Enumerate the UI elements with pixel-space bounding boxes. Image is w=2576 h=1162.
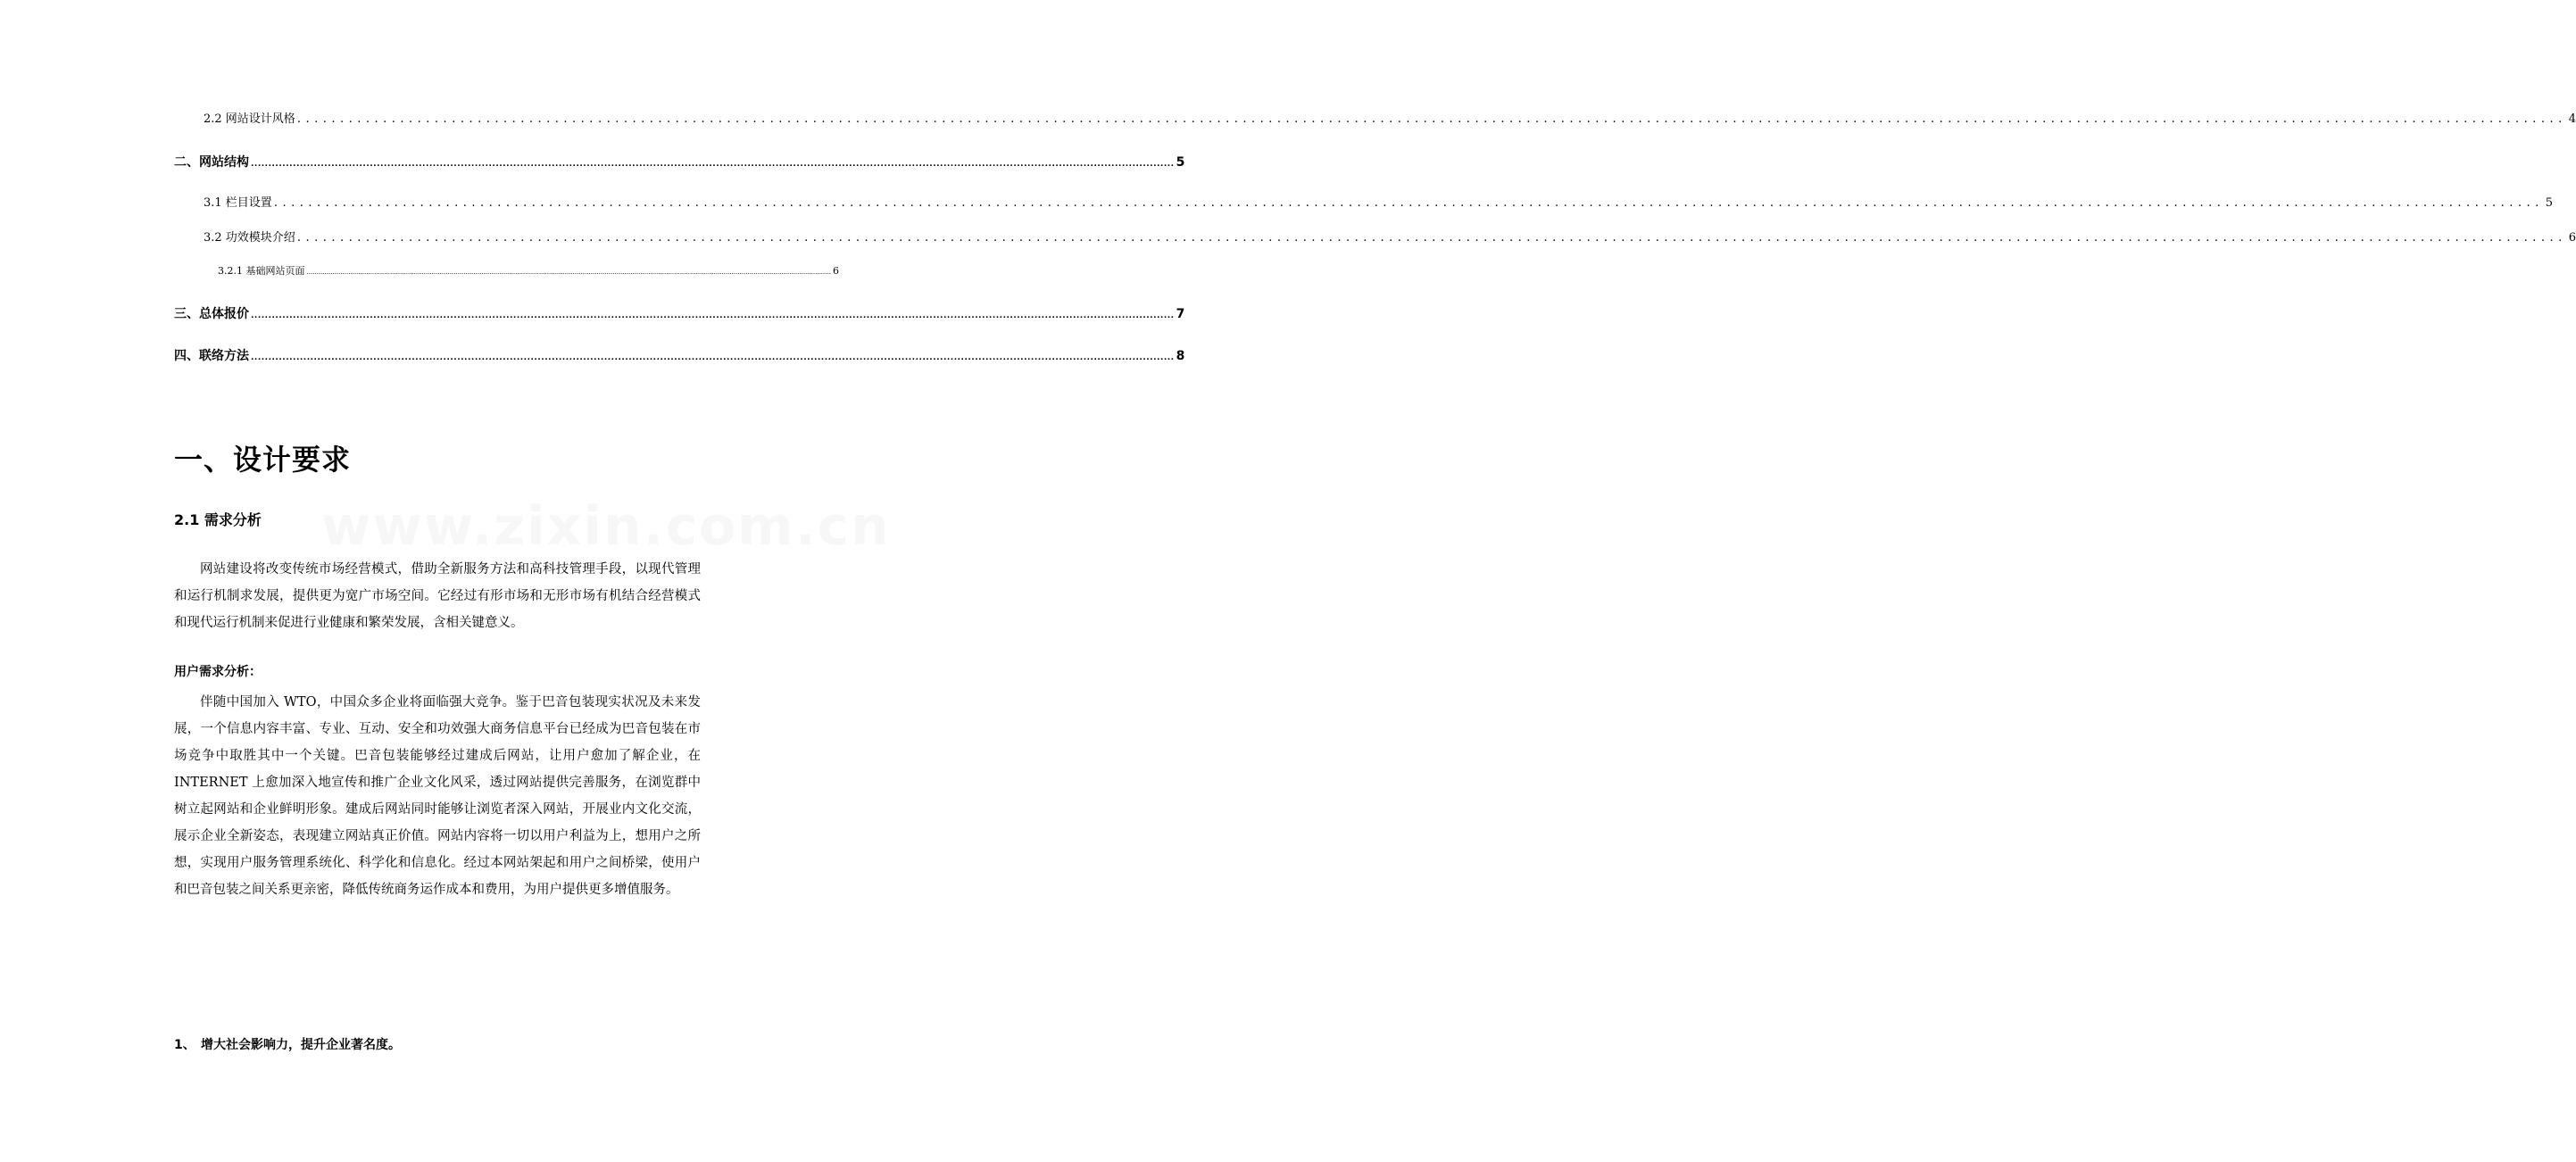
toc-label: 三、总体报价 [174,307,249,321]
toc-entry-3-2[interactable] [204,228,2576,245]
toc-entry-chapter-4[interactable] [174,346,1185,364]
toc-leader [251,307,1175,321]
toc-page-number: 8 [1176,349,1185,363]
watermark: www.zixin.com.cn [321,495,891,558]
paragraph-intro: 网站建设将改变传统市场经营模式，借助全新服务方法和高科技管理手段，以现代管理和运行机制求发展，提供更为宽广市场空间。它经过有形市场和无形市场有机结合经营模式和现代运行机制来促进行业健康和繁荣发展，含相关键意义。 [174,562,701,630]
toc-entry-3-1[interactable] [204,193,2554,210]
toc-entry-chapter-2[interactable] [174,153,1185,170]
toc-label: 3.1 栏目设置 [204,196,272,210]
toc-entry-2-2[interactable] [204,109,2576,126]
chapter-title: 一、设计要求 [174,443,352,477]
toc-label: 四、联络方法 [174,349,249,363]
toc-leader [251,155,1175,170]
toc-label: 3.2 功效模块介绍 [204,231,295,245]
toc-leader [274,196,2544,210]
toc-leader [297,112,2567,126]
list-item-text: 增大社会影响力，提升企业著名度。 [201,1038,401,1052]
toc-leader [251,349,1175,363]
toc-entry-chapter-3[interactable] [174,304,1185,322]
toc-page-number: 4 [2568,112,2576,126]
toc-entry-3-2-1[interactable] [218,263,839,278]
toc-page-number: 6 [832,265,839,277]
toc-page-number: 5 [1176,155,1185,170]
toc-label: 2.2 网站设计风格 [204,112,295,126]
toc-leader [297,231,2567,245]
toc-label: 3.2.1 基础网站页面 [218,265,305,277]
list-item-number: 1、 [174,1038,195,1052]
toc-page-number: 6 [2568,231,2576,245]
toc-leader [307,265,831,277]
toc-label: 二、网站结构 [174,155,249,170]
toc-page-number: 7 [1176,307,1185,321]
paragraph-user-needs: 伴随中国加入 WTO，中国众多企业将面临强大竞争。鉴于巴音包装现实状况及未来发展，一个信息内容丰富、专业、互动、安全和功效强大商务信息平台已经成为巴音包装在市场竞争中取胜其中一个关键。巴音包装能够经过建成后网站，让用户愈加了解企业，在 INTERNET 上愈加深入地宣传和推广企业文化风采，透过网站提供完善服务，在浏览群中树立起网站和企业鲜明形象。建成后网站同时能够让浏览者深入网站，开展业内文化交流，展示企业全新姿态，表现建立网站真正价值。网站内容将一切以用户利益为上，想用户之所想，实现用户服务管理系统化、科学化和信息化。经过本网站架起和用户之间桥梁，使用户和巴音包装之间关系更亲密，降低传统商务运作成本和费用，为用户提供更多增值服务。 [174,695,701,897]
section-heading: 2.1 需求分析 [174,511,262,528]
toc-page-number: 5 [2545,196,2554,210]
list-item [174,1035,401,1053]
subheading-user-needs: 用户需求分析： [174,665,262,679]
